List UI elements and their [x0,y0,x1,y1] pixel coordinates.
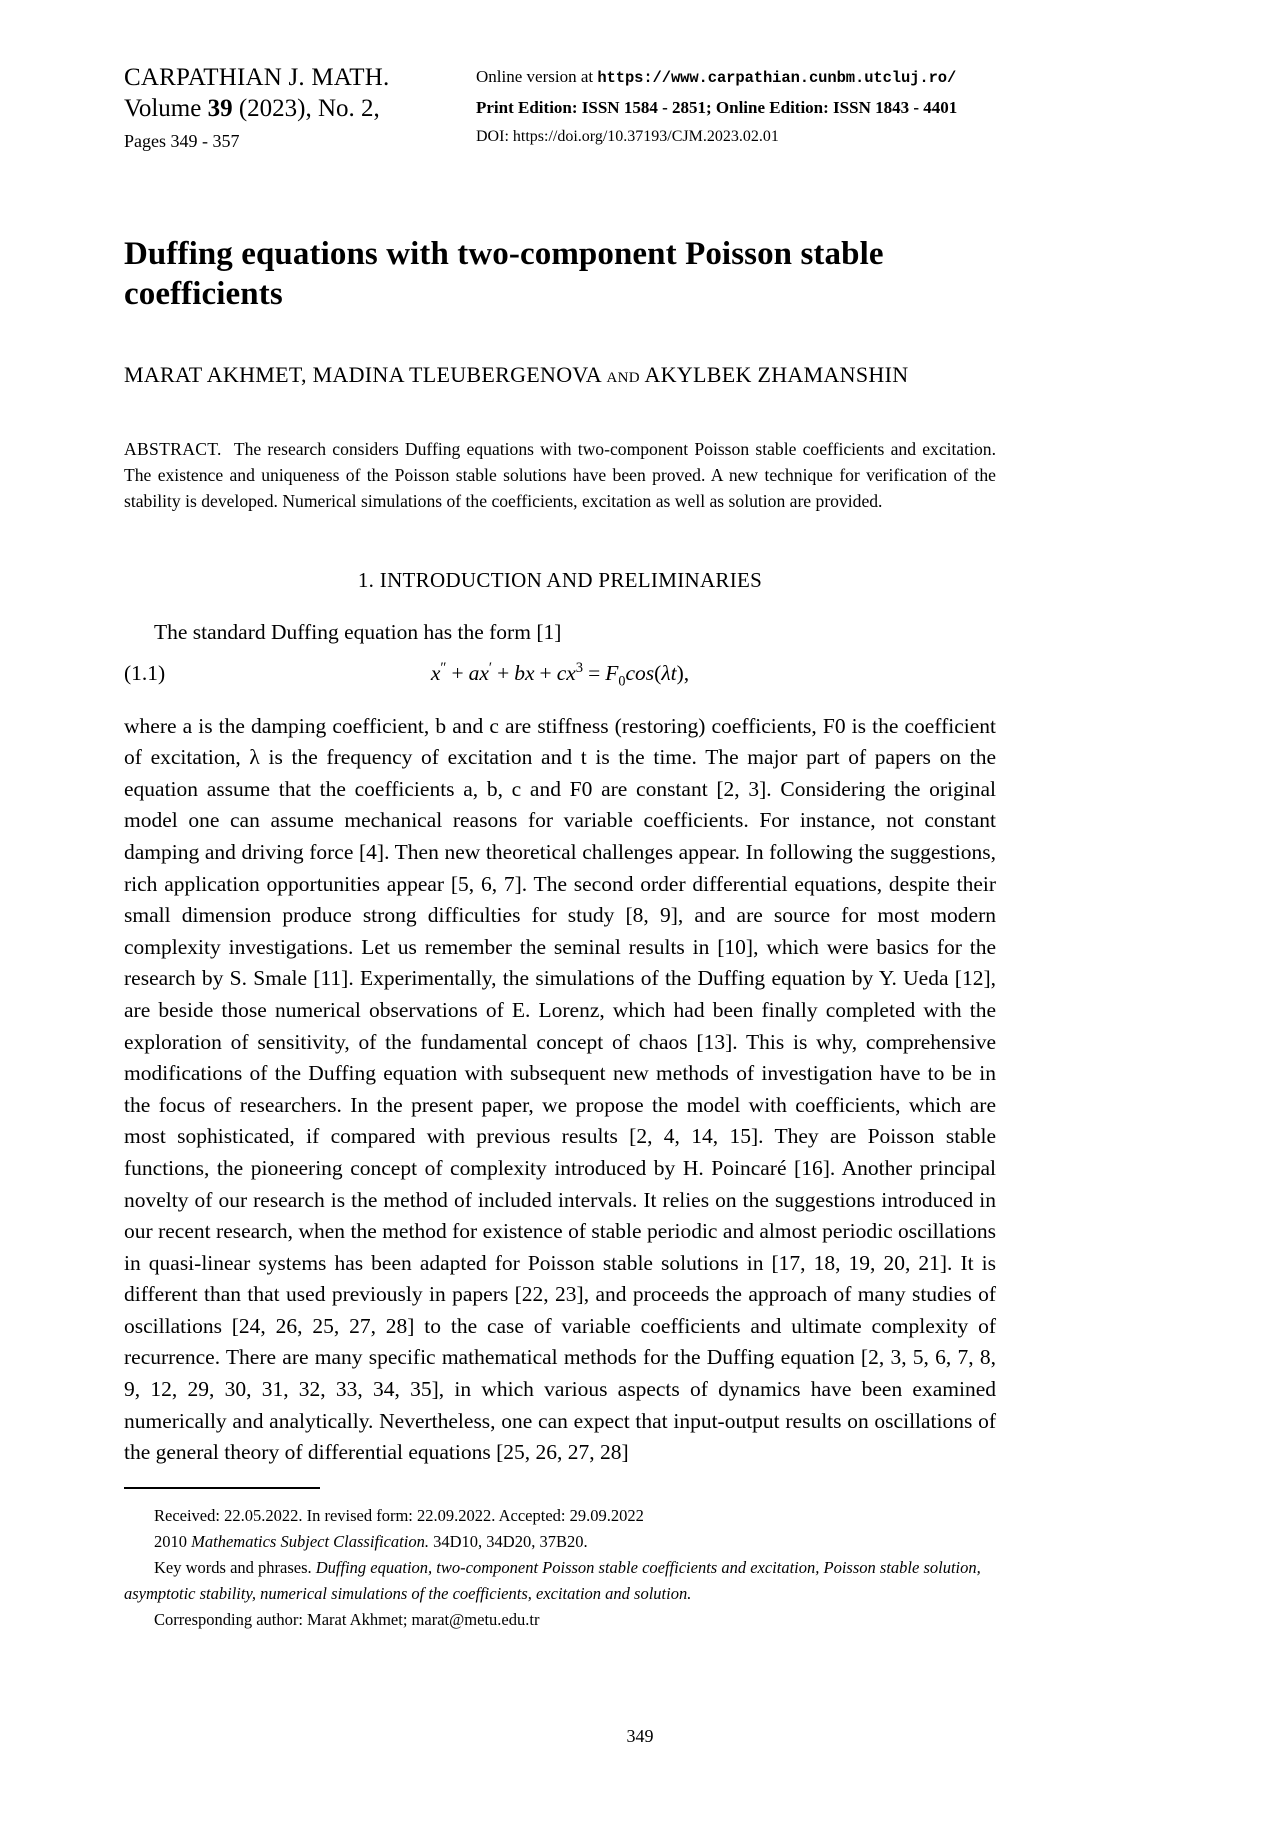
footnote-block [124,1503,996,1633]
section-title: INTRODUCTION AND PRELIMINARIES [379,568,763,592]
online-version-url[interactable]: https://www.carpathian.cunbm.utcluj.ro/ [597,69,957,87]
intro-sentence: The standard Duffing equation has the form [1] [154,620,562,644]
footnote-msc [124,1529,996,1555]
article-title: Duffing equations with two-component Poisson stable coefficients [124,236,884,312]
doi-line[interactable]: DOI: https://doi.org/10.37193/CJM.2023.02.01 [476,128,779,145]
masthead-right-block [476,62,996,151]
abstract-text: The research considers Duffing equations with two-component Poisson stable coefficients and excitation. The existence and uniqueness of the Poisson stable solutions have been proved. A new technique for verification of the stability is developed. Numerical simulations of the coefficients, excitation as well as solution are provided. [124,439,996,511]
footnote-keywords [124,1555,996,1607]
msc-codes: 34D10, 34D20, 37B20. [428,1531,588,1551]
online-version-line [476,62,996,93]
journal-masthead [124,0,996,172]
online-version-label: Online version at [476,67,598,86]
section-number: 1. [357,568,375,592]
keywords-label: Key words and phrases. [154,1557,312,1577]
msc-year: 2010 [154,1531,192,1551]
masthead-left-block [124,62,454,155]
issn-line: Print Edition: ISSN 1584 - 2851; Online Edition: ISSN 1843 - 4401 [476,98,958,117]
equation-body: x″ + ax′ + bx + $cx^3 = F_0\cos(\lambda t)$, [430,659,690,689]
equation-1-1 [124,661,996,701]
journal-volume-line [124,93,454,124]
introduction-paragraph: where a is the damping coefficient, b and c are stiffness (restoring) coefficients, F0 is the coefficient of excitation, λ is the frequency of excitation and t is the time. The major part of papers on the equation assume that the coefficients a, b, c and F0 are constant [2, 3]. Considering the original model one can assume mechanical reasons for variable coefficients. For instance, not constant damping and driving force [4]. Then new theoretical challenges appear. In following the suggestions, rich application opportunities appear [5, 6, 7]. The second order differential equations, despite their small dimension produce strong difficulties for study [8, 9], and are source for most modern complexity investigations. Let us remember the seminal results in [10], which were basics for the research by S. Smale [11]. Experimentally, the simulations of the Duffing equation by Y. Ueda [12], are beside those numerical observations of E. Lorenz, which had been finally completed with the exploration of sensitivity, of the fundamental concept of chaos [13]. This is why, comprehensive modifications of the Duffing equation with subsequent new methods of investigation have to be in the focus of researchers. In the present paper, we propose the model with coefficients, which are most sophisticated, if compared with previous results [2, 4, 14, 15]. They are Poisson stable functions, the pioneering concept of complexity introduced by H. Poincaré [16]. Another principal novelty of our research is the method of included intervals. It relies on the suggestions introduced in our recent research, when the method for existence of stable periodic and almost periodic oscillations in quasi-linear systems has been adapted for Poisson stable solutions in [17, 18, 19, 20, 21]. It is different than that used previously in papers [22, 23], and proceeds the approach of many studies of oscillations [24, 26, 25, 27, 28] to the case of variable coefficients and ultimate complexity of recurrence. There are many specific mathematical methods for the Duffing equation [2, 3, 5, 6, 7, 8, 9, 12, 29, 30, 31, 32, 33, 34, 35], in which various aspects of dynamics have been examined numerically and analytically. Nevertheless, one can expect that input-output results on oscillations of the general theory of differential equations [25, 26, 27, 28] [124,713,996,1465]
section-heading [124,568,996,593]
journal-pages: Pages 349 - 357 [124,131,240,151]
page-content [124,0,996,1633]
volume-prefix: Volume [124,95,208,122]
abstract-label: ABSTRACT. [124,439,222,459]
equation-tag: (1.1) [124,660,166,685]
page-number: 349 [626,1726,654,1746]
abstract-block [124,436,996,514]
keywords-text: Duffing equation, two-component Poisson stable coefficients and excitation, Poisson stable solution, asymptotic stability, numerical simulations of the coefficients, excitation and solution. [124,1557,981,1603]
msc-label: Mathematics Subject Classification. [191,1531,429,1551]
footnote-divider [124,1487,320,1489]
author-list: MARAT AKHMET, MADINA TLEUBERGENOVA and AKYLBEK ZHAMANSHIN [124,362,909,387]
volume-suffix: (2023), No. 2, [232,95,380,122]
volume-number: 39 [207,95,233,122]
footnote-corresponding-author: Corresponding author: Marat Akhmet; marat@metu.edu.tr [154,1609,540,1629]
footnote-received: Received: 22.05.2022. In revised form: 22.09.2022. Accepted: 29.09.2022 [154,1505,644,1525]
journal-name: CARPATHIAN J. MATH. [124,64,390,91]
